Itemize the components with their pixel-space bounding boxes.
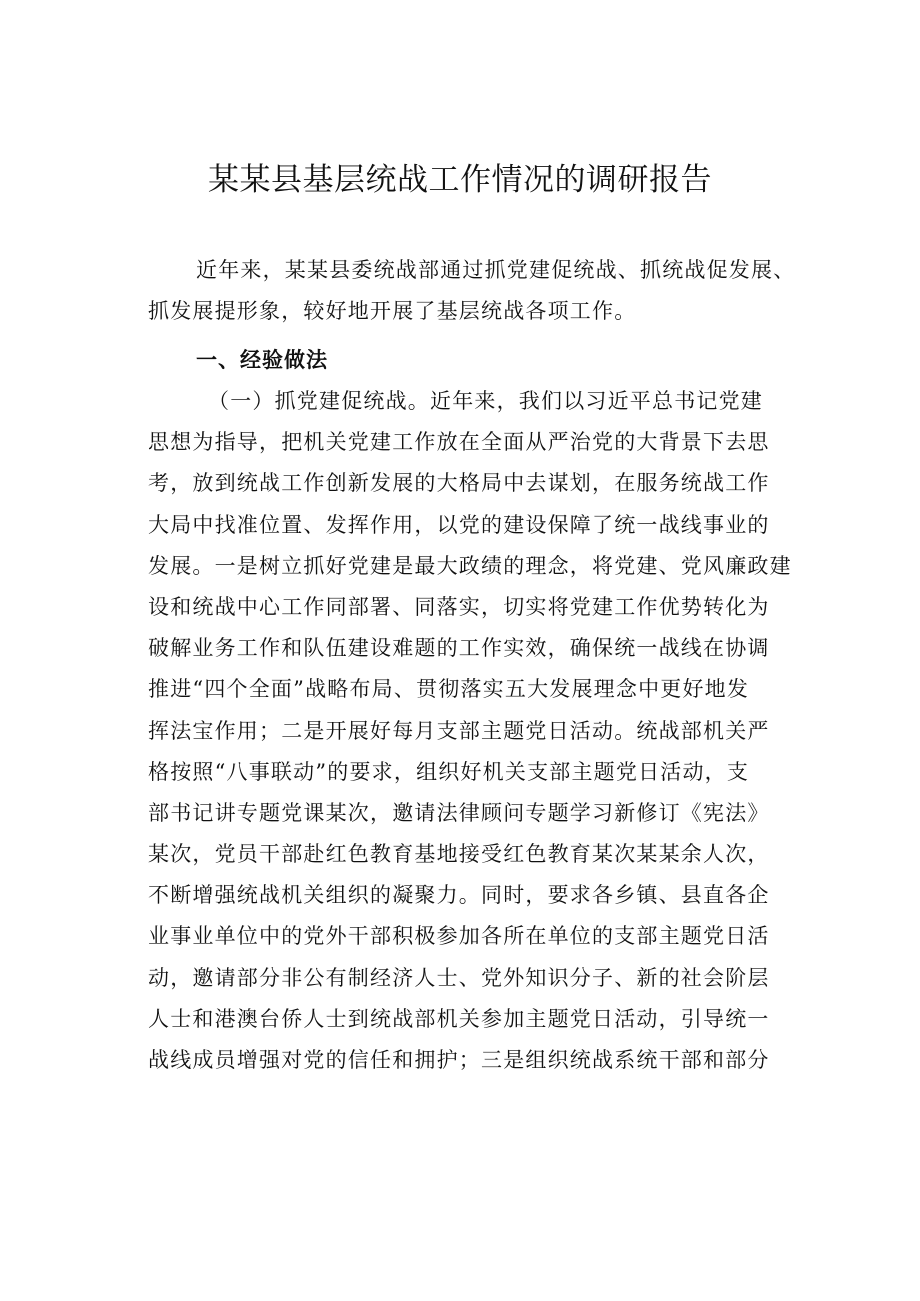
- intro-paragraph: [148, 250, 808, 332]
- paragraph-line: 动，邀请部分非公有制经济人士、党外知识分子、新的社会阶层: [148, 965, 770, 990]
- paragraph-line: 部书记讲专题党课某次，邀请法律顾问专题学习新修订《宪法》: [148, 800, 770, 825]
- paragraph-line: 大局中找准位置、发挥作用，以党的建设保障了统一战线事业的: [148, 512, 770, 537]
- section-heading: 一、经验做法: [196, 348, 328, 372]
- paragraph-line: （一）抓党建促统战。近年来，我们以习近平总书记党建: [208, 389, 763, 413]
- paragraph-line: 抓发展提形象，较好地开展了基层统战各项工作。: [148, 299, 637, 324]
- paragraph-line: 破解业务工作和队伍建设难题的工作实效，确保统一战线在协调: [148, 636, 770, 661]
- document-title: 某某县基层统战工作情况的调研报告: [208, 162, 712, 198]
- paragraph-line: 不断增强统战机关组织的凝聚力。同时，要求各乡镇、县直各企: [148, 883, 770, 908]
- paragraph-line: 业事业单位中的党外干部积极参加各所在单位的支部主题党日活: [148, 924, 770, 949]
- paragraph-line: 战线成员增强对党的信任和拥护；三是组织统战系统干部和部分: [148, 1048, 770, 1072]
- paragraph-line: 考，放到统战工作创新发展的大格局中去谋划，在服务统战工作: [148, 471, 770, 496]
- section-paragraph: [148, 381, 808, 1081]
- paragraph-line: 思想为指导，把机关党建工作放在全面从严治党的大背景下去思: [148, 430, 770, 455]
- paragraph-line: 挥法宝作用；二是开展好每月支部主题党日活动。统战部机关严: [148, 718, 770, 743]
- paragraph-line: 某次，党员干部赴红色教育基地接受红色教育某次某某余人次，: [148, 842, 770, 867]
- paragraph-line: 设和统战中心工作同部署、同落实，切实将党建工作优势转化为: [148, 594, 770, 619]
- paragraph-line: 发展。一是树立抓好党建是最大政绩的理念，将党建、党风廉政建: [148, 553, 792, 578]
- paragraph-line: 人士和港澳台侨人士到统战部机关参加主题党日活动，引导统一: [148, 1006, 770, 1031]
- paragraph-line: 推进“四个全面”战略布局、贯彻落实五大发展理念中更好地发: [148, 677, 750, 702]
- paragraph-line: 格按照“八事联动”的要求，组织好机关支部主题党日活动，支: [148, 759, 750, 784]
- paragraph-line: 近年来，某某县委统战部通过抓党建促统战、抓统战促发展、: [196, 258, 796, 282]
